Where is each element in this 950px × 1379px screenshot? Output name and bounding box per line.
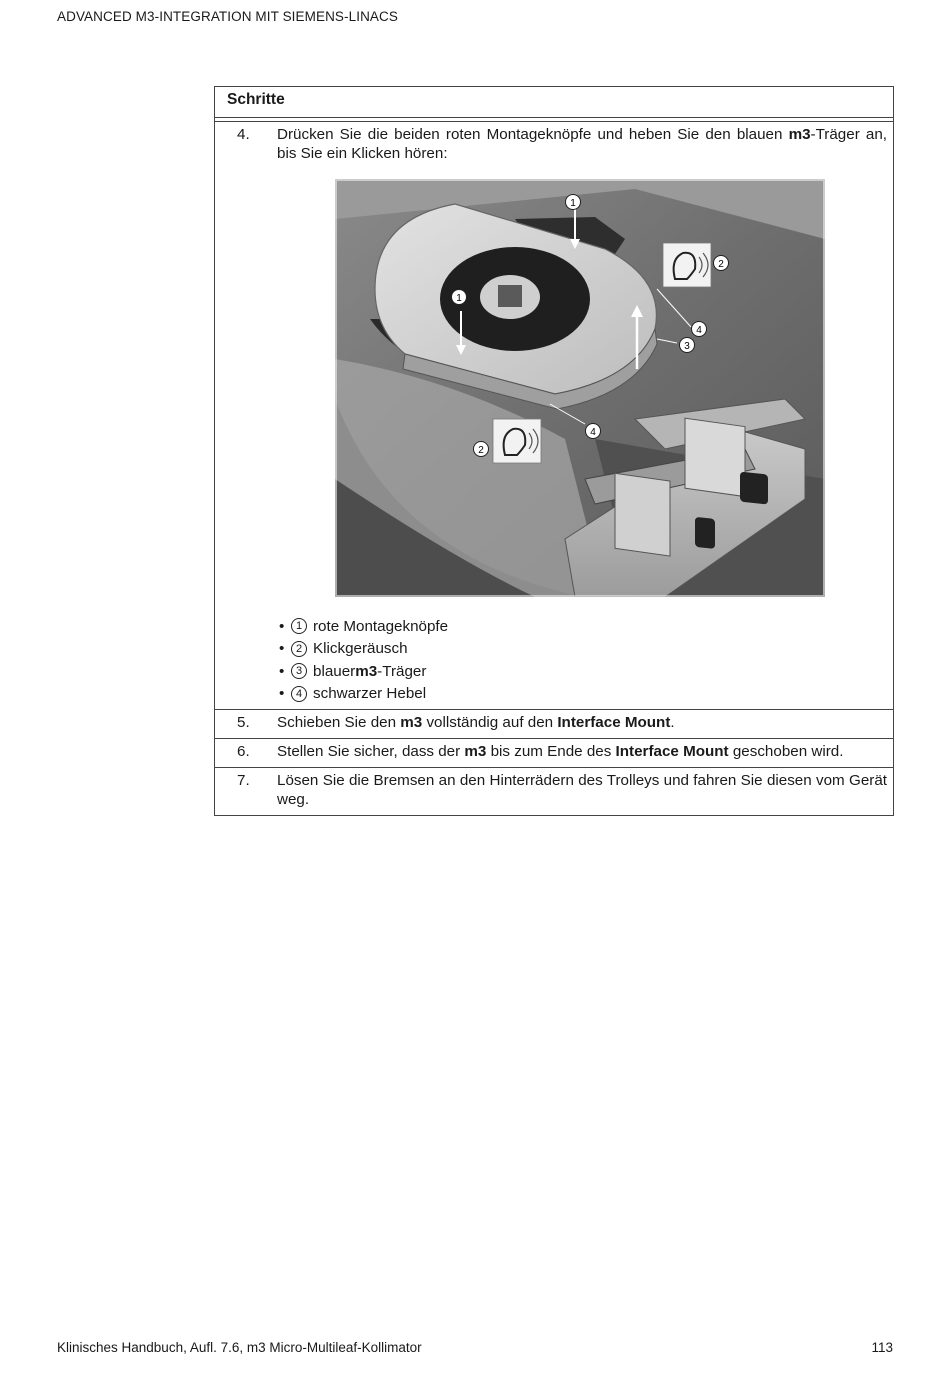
step-number: 6. <box>237 743 250 760</box>
legend-text: rote Montageknöpfe <box>313 617 449 635</box>
legend-item: • 4 schwarzer Hebel <box>279 685 427 703</box>
mounting-illustration <box>335 179 825 597</box>
callout-marker <box>680 338 695 353</box>
svg-text:2: 2 <box>718 259 724 270</box>
step-text-part: -Träger an, bis Sie ein Klicken hören: <box>277 126 887 162</box>
step-number: 4. <box>237 126 250 143</box>
legend-number: 4 <box>291 686 307 702</box>
legend-text: Klickgeräusch <box>313 640 408 658</box>
step-text <box>277 122 887 169</box>
legend-number: 3 <box>291 663 307 679</box>
callout-marker <box>586 424 601 439</box>
step-row-7 <box>215 767 893 815</box>
steps-heading: Schritte <box>227 91 285 108</box>
svg-text:4: 4 <box>590 427 596 438</box>
legend-item: • 1 rote Montageknöpfe <box>279 617 449 635</box>
step-text-part: Drücken Sie die beiden roten Montageknöpfe und heben Sie den blauen <box>277 126 789 143</box>
footer-document-title: Klinisches Handbuch, Aufl. 7.6, m3 Micro-Multileaf-Kollimator <box>57 1340 422 1355</box>
step-text-bold: m3 <box>788 126 811 143</box>
mounting-illustration-svg <box>335 179 825 597</box>
callout-marker <box>692 322 707 337</box>
svg-text:1: 1 <box>456 293 462 304</box>
svg-text:2: 2 <box>478 445 484 456</box>
legend-item: • 3 blauer m3 -Träger <box>279 662 427 680</box>
step-row-4 <box>215 121 893 709</box>
steps-table <box>214 86 894 816</box>
step-text: Lösen Sie die Bremsen an den Hinterrädern des Trolleys und fahren Sie diesen vom Gerät weg. <box>277 772 887 808</box>
page-number: 113 <box>871 1340 893 1355</box>
callout-marker <box>452 290 467 305</box>
legend-text-bold: m3 <box>355 662 378 680</box>
legend-number: 1 <box>291 618 307 634</box>
steps-table-header <box>215 87 893 118</box>
legend-text: schwarzer Hebel <box>313 685 427 703</box>
svg-text:4: 4 <box>696 325 702 336</box>
callout-marker <box>474 442 489 457</box>
step-row-6 <box>215 738 893 767</box>
step-number: 7. <box>237 772 250 789</box>
svg-text:1: 1 <box>570 198 576 209</box>
legend-text: -Träger <box>377 662 427 680</box>
svg-text:3: 3 <box>684 341 690 352</box>
figure-legend <box>279 615 893 705</box>
step-text: Schieben Sie den m3 vollständig auf den Interface Mount. <box>277 714 675 731</box>
legend-number: 2 <box>291 641 307 657</box>
step-number: 5. <box>237 714 250 731</box>
step-text: Stellen Sie sicher, dass der m3 bis zum Ende des Interface Mount geschoben wird. <box>277 743 844 760</box>
callout-marker <box>566 195 581 210</box>
running-header: ADVANCED M3-INTEGRATION MIT SIEMENS-LINACS <box>57 9 398 24</box>
step-row-5 <box>215 709 893 738</box>
legend-item: • 2 Klickgeräusch <box>279 640 408 658</box>
legend-text: blauer <box>313 662 356 680</box>
callout-marker <box>714 256 729 271</box>
